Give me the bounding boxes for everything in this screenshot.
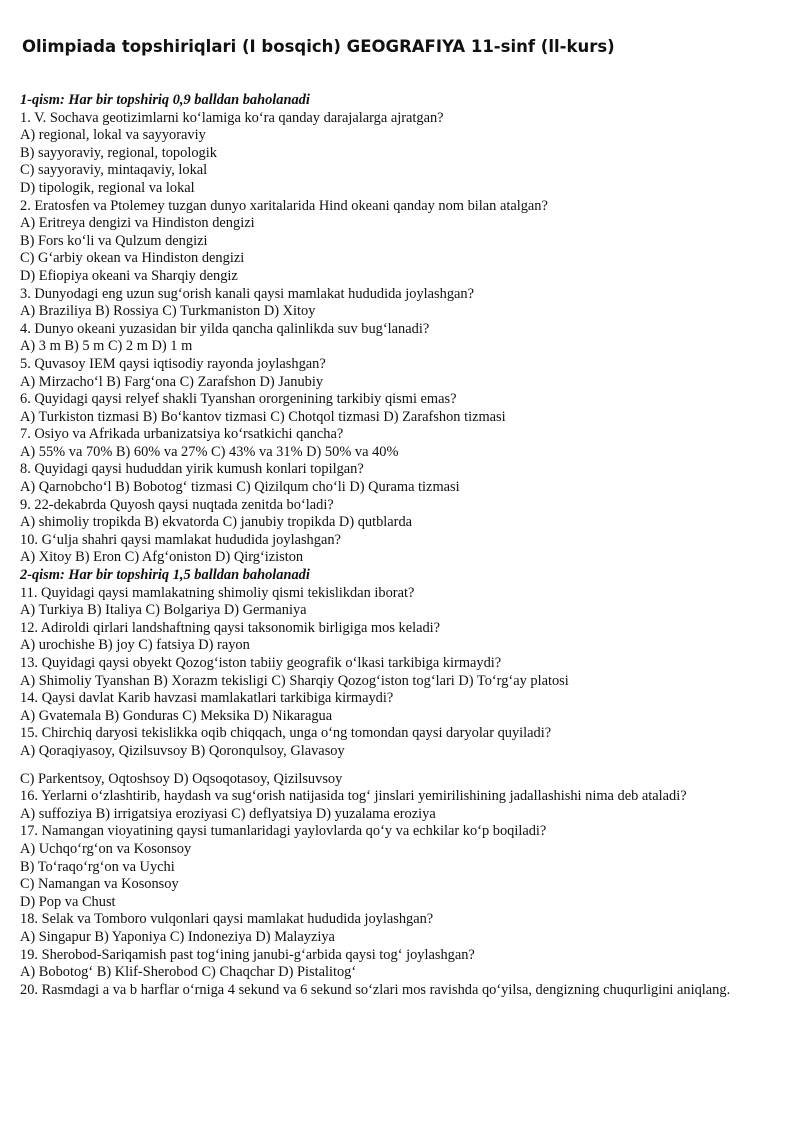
answer-options: D) tipologik, regional va lokal: [20, 179, 195, 196]
answer-options: A) Mirzacho‘l B) Farg‘ona C) Zarafshon D) Janubiy: [20, 373, 324, 390]
question-text: 7. Osiyo va Afrikada urbanizatsiya ko‘rsatkichi qancha?: [20, 426, 344, 443]
answer-options: A) Qoraqiyasoy, Qizilsuvsoy B) Qoronqulsoy, Glavasoy: [20, 742, 345, 759]
answer-options: A) 3 m B) 5 m C) 2 m D) 1 m: [20, 338, 193, 355]
answer-options: D) Efiopiya okeani va Sharqiy dengiz: [20, 267, 238, 284]
question-text: 19. Sherobod-Sariqamish past tog‘ining janubi-g‘arbida qaysi tog‘ joylashgan?: [20, 946, 475, 963]
answer-options: A) Uchqo‘rg‘on va Kosonsoy: [20, 840, 192, 857]
answer-options: C) sayyoraviy, mintaqaviy, lokal: [20, 162, 208, 179]
question-text: 4. Dunyo okeani yuzasidan bir yilda qancha qalinlikda suv bug‘lanadi?: [20, 320, 430, 337]
answer-options: C) Parkentsoy, Oqtoshsoy D) Oqsoqotasoy, Qizilsuvsoy: [20, 770, 343, 787]
answer-options: A) regional, lokal va sayyoraviy: [20, 127, 206, 144]
question-text: 20. Rasmdagi a va b harflar o‘rniga 4 sekund va 6 sekund so‘zlari mos ravishda qo‘yilsa, dengizning chuqurligini aniqlang.: [20, 981, 731, 998]
question-text: 13. Quyidagi qaysi obyekt Qozog‘iston tabiiy geografik o‘lkasi tarkibiga kirmaydi?: [20, 655, 502, 671]
question-text: 12. Adiroldi qirlari landshaftning qaysi taksonomik birligiga mos keladi?: [20, 619, 441, 636]
answer-options: A) Bobotog‘ B) Klif-Sherobod C) Chaqchar D) Pistalitog‘: [20, 964, 357, 981]
answer-options: B) sayyoraviy, regional, topologik: [20, 144, 217, 161]
question-text: 18. Selak va Tomboro vulqonlari qaysi mamlakat hududida joylashgan?: [20, 911, 434, 928]
answer-options: A) shimoliy tropikda B) ekvatorda C) janubiy tropikda D) qutblarda: [20, 514, 413, 531]
answer-options: C) G‘arbiy okean va Hindiston dengizi: [20, 250, 245, 267]
section-heading: 2-qism: Har bir topshiriq 1,5 balldan baholanadi: [20, 567, 310, 584]
answer-options: C) Namangan va Kosonsoy: [20, 876, 179, 893]
answer-options: A) Xitoy B) Eron C) Afg‘oniston D) Qirg‘iziston: [20, 549, 304, 566]
answer-options: A) Braziliya B) Rossiya C) Turkmaniston D) Xitoy: [20, 303, 316, 320]
answer-options: A) Turkiya B) Italiya C) Bolgariya D) Germaniya: [20, 602, 307, 619]
document-body: [20, 92, 790, 999]
answer-options: B) To‘raqo‘rg‘on va Uychi: [20, 858, 175, 875]
document-title: Olimpiada topshiriqlari (I bosqich) GEOGRAFIYA 11-sinf (ll-kurs): [22, 37, 615, 56]
answer-options: A) Shimoliy Tyanshan B) Xorazm tekisligi C) Sharqiy Qozog‘iston tog‘lari D) To‘rg‘ay platosi: [20, 672, 569, 689]
answer-options: A) Gvatemala B) Gonduras C) Meksika D) Nikaragua: [20, 707, 333, 724]
question-text: 16. Yerlarni o‘zlashtirib, haydash va sug‘orish natijasida tog‘ jinslari yemirilishining jadallashishi nima deb ataladi?: [20, 788, 687, 805]
question-text: 10. G‘ulja shahri qaysi mamlakat hududida joylashgan?: [20, 531, 341, 548]
question-text: 5. Quvasoy IEM qaysi iqtisodiy rayonda joylashgan?: [20, 355, 326, 372]
answer-options: A) urochishe B) joy C) fatsiya D) rayon: [20, 637, 250, 654]
question-text: 15. Chirchiq daryosi tekislikka oqib chiqqach, unga o‘ng tomondan qaysi daryolar quyiladi?: [20, 725, 552, 742]
question-text: 2. Eratosfen va Ptolemey tuzgan dunyo xaritalarida Hind okeani qanday nom bilan atalgan?: [20, 197, 548, 214]
question-text: 1. V. Sochava geotizimlarni ko‘lamiga ko‘ra qanday darajalarga ajratgan?: [20, 109, 444, 126]
answer-options: B) Fors ko‘li va Qulzum dengizi: [20, 232, 208, 249]
question-text: 6. Quyidagi qaysi relyef shakli Tyanshan ororgenining tarkibiy qismi emas?: [20, 391, 457, 408]
answer-options: A) Qarnobcho‘l B) Bobotog‘ tizmasi C) Qizilqum cho‘li D) Qurama tizmasi: [20, 479, 460, 496]
question-text: 17. Namangan vioyatining qaysi tumanlaridagi yaylovlarda qo‘y va echkilar ko‘p boqiladi?: [20, 823, 547, 840]
question-text: 3. Dunyodagi eng uzun sug‘orish kanali qaysi mamlakat hududida joylashgan?: [20, 285, 475, 302]
answer-options: A) Singapur B) Yaponiya C) Indoneziya D) Malayziya: [20, 928, 335, 945]
question-text: 14. Qaysi davlat Karib havzasi mamlakatlari tarkibiga kirmaydi?: [20, 690, 394, 707]
spacer: [20, 761, 790, 771]
answer-options: D) Pop va Chust: [20, 893, 116, 910]
answer-options: A) 55% va 70% B) 60% va 27% C) 43% va 31% D) 50% va 40%: [20, 443, 399, 460]
answer-options: A) Turkiston tizmasi B) Bo‘kantov tizmasi C) Chotqol tizmasi D) Zarafshon tizmasi: [20, 408, 506, 425]
question-text: 11. Quyidagi qaysi mamlakatning shimoliy qismi tekislikdan iborat?: [20, 584, 415, 601]
question-text: 9. 22-dekabrda Quyosh qaysi nuqtada zenitda bo‘ladi?: [20, 496, 334, 513]
answer-options: A) suffoziya B) irrigatsiya eroziyasi C) deflyatsiya D) yuzalama eroziya: [20, 805, 436, 822]
section-heading: 1-qism: Har bir topshiriq 0,9 balldan baholanadi: [20, 92, 310, 108]
answer-options: A) Eritreya dengizi va Hindiston dengizi: [20, 215, 255, 232]
question-text: 8. Quyidagi qaysi hududdan yirik kumush konlari topilgan?: [20, 461, 364, 478]
